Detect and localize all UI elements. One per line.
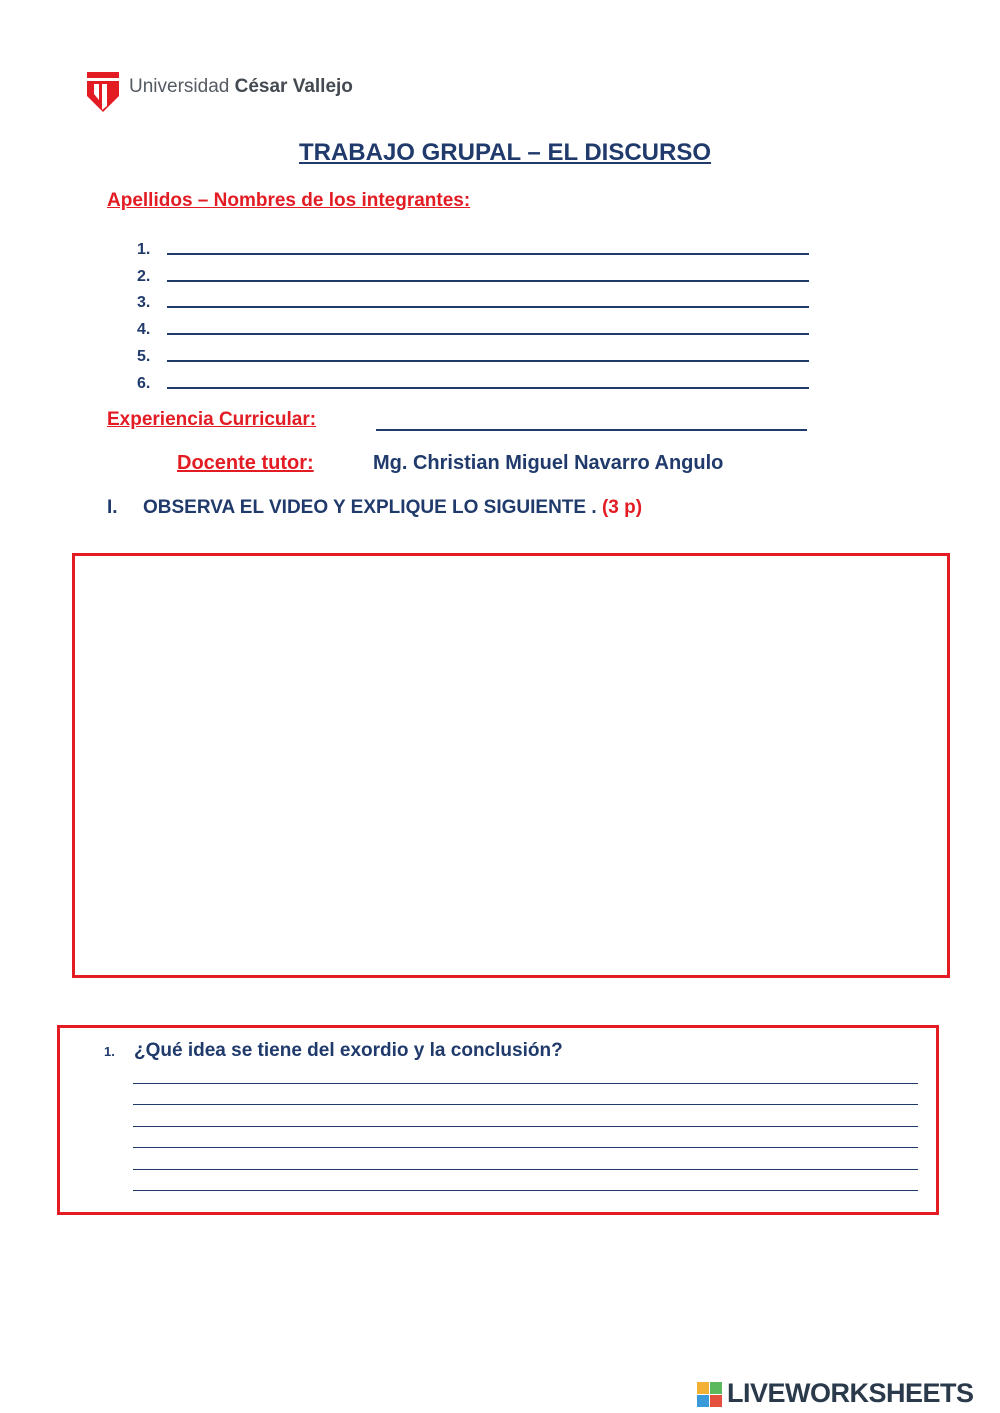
course-answer-line[interactable] [376, 429, 807, 431]
course-label: Experiencia Curricular: [107, 409, 317, 430]
member-row: 5. [137, 339, 809, 366]
section-heading: I. OBSERVA EL VIDEO Y EXPLIQUE LO SIGUIENTE . (3 p) [107, 497, 643, 518]
watermark-text: LIVEWORKSHEETS [727, 1378, 974, 1408]
university-name: Universidad César Vallejo [129, 76, 353, 97]
liveworksheets-watermark [697, 1378, 997, 1410]
members-list [137, 232, 809, 393]
answer-line[interactable] [133, 1190, 918, 1191]
university-logo [85, 70, 385, 114]
answer-line[interactable] [133, 1147, 918, 1148]
member-row: 3. [137, 286, 809, 313]
member-row: 2. [137, 259, 809, 286]
member-row: 6. [137, 366, 809, 393]
member-row: 4. [137, 312, 809, 339]
teacher-label: Docente tutor: [177, 452, 314, 474]
answer-lines [133, 1083, 918, 1211]
liveworksheets-logo-icon [697, 1382, 723, 1408]
member-row: 1. [137, 232, 809, 259]
answer-line[interactable] [133, 1104, 918, 1105]
teacher-name: Mg. Christian Miguel Navarro Angulo [373, 452, 724, 474]
question-1: 1. ¿Qué idea se tiene del exordio y la conclusión? [104, 1040, 563, 1061]
member-name-line[interactable] [167, 387, 809, 389]
answer-line[interactable] [133, 1126, 918, 1127]
member-name-line[interactable] [167, 253, 809, 255]
member-name-line[interactable] [167, 280, 809, 282]
member-name-line[interactable] [167, 360, 809, 362]
answer-line[interactable] [133, 1169, 918, 1170]
member-name-line[interactable] [167, 306, 809, 308]
page-title: TRABAJO GRUPAL – EL DISCURSO [298, 139, 712, 166]
ucv-shield-icon [85, 70, 121, 114]
answer-line[interactable] [133, 1083, 918, 1084]
video-box[interactable] [72, 553, 950, 978]
member-name-line[interactable] [167, 333, 809, 335]
members-label: Apellidos – Nombres de los integrantes: [107, 190, 471, 211]
